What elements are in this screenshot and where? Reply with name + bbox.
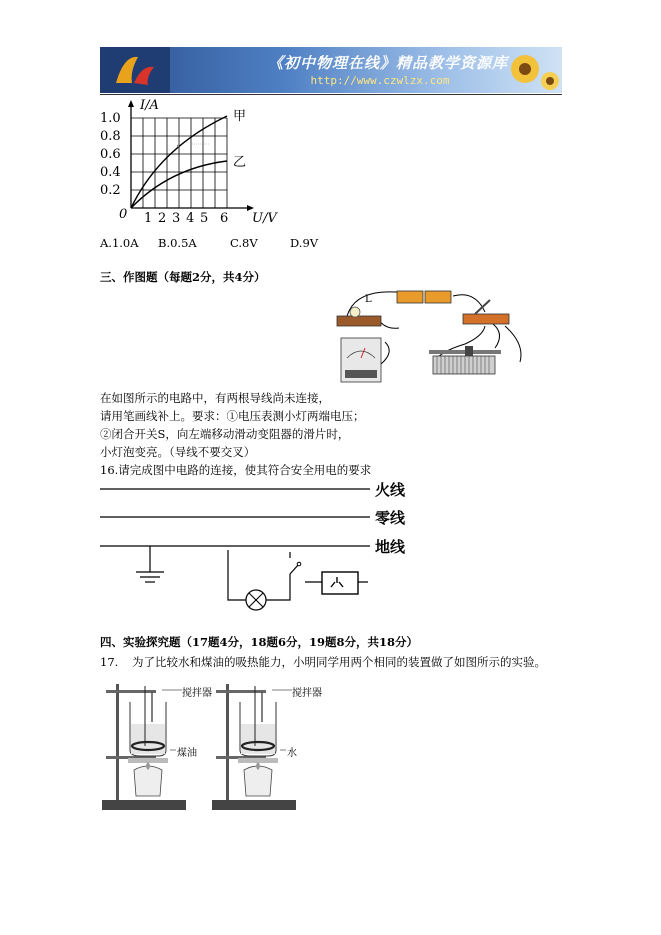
section3-line-1: 在如图所示的电路中，有两根导线尚未连接，	[100, 391, 330, 405]
header-divider	[100, 94, 562, 95]
section3-line-4: 小灯泡变亮。（导线不要交叉）	[100, 445, 256, 459]
stirrer-label-2: 搅拌器	[292, 688, 322, 699]
option-b: B.0.5A	[158, 236, 197, 250]
y-axis-label: I/A	[140, 98, 159, 113]
section3-line-2: 请用笔画线补上。要求：①电压表测小灯两端电压；	[100, 409, 365, 423]
ground-wire-label: 地线	[375, 538, 406, 556]
circuit-diagram	[325, 286, 530, 394]
banner-title: 《初中物理在线》精品教学资源库	[267, 54, 508, 72]
y-tick-2: 0.8	[100, 129, 121, 144]
question-17-number: 17.	[100, 655, 119, 669]
household-wiring-diagram	[100, 478, 430, 613]
battery-cell-1	[397, 291, 423, 303]
x-tick-1: 1	[144, 211, 153, 226]
x-tick-4: 4	[186, 211, 195, 226]
section3-line-3: ②闭合开关S，向左端移动滑动变阻器的滑片时，	[100, 427, 350, 441]
stirrer-label-1: 搅拌器	[182, 688, 212, 699]
battery-cell-2	[425, 291, 451, 303]
circuit-label-L: L	[365, 294, 372, 305]
rheostat-icon	[433, 356, 495, 374]
section3-heading: 三、作图题（每题2分，共4分）	[100, 270, 266, 284]
option-a: A.1.0A	[100, 236, 139, 250]
question-16: 16.请完成图中电路的连接，使其符合安全用电的要求	[100, 463, 372, 477]
alcohol-lamp-icon	[134, 766, 162, 796]
x-tick-2: 2	[158, 211, 167, 226]
stand-base	[102, 800, 186, 810]
live-wire-label: 火线	[375, 481, 406, 499]
option-c: C.8V	[230, 236, 258, 250]
header-banner	[100, 47, 562, 93]
kerosene-label: 煤油	[177, 748, 197, 759]
option-d: D.9V	[290, 236, 319, 250]
curve-b-label: 乙	[233, 155, 247, 170]
switch-base	[463, 314, 509, 324]
origin-label: 0	[119, 207, 128, 222]
x-tick-3: 3	[172, 211, 181, 226]
iu-graph	[100, 98, 300, 228]
y-tick-3: 0.6	[100, 147, 121, 162]
water-label: 水	[287, 748, 297, 759]
x-axis-label: U/V	[252, 211, 277, 226]
x-tick-5: 5	[200, 211, 209, 226]
lamp-base	[337, 316, 381, 326]
curve-a-label: 甲	[233, 109, 247, 124]
section4-heading: 四、实验探究题（17题4分，18题6分，19题8分，共18分）	[100, 635, 419, 649]
banner-url: http://www.czwlzx.com	[310, 74, 450, 87]
question-17-text: 为了比较水和煤油的吸热能力，小明同学用两个相同的装置做了如图所示的实验。	[132, 655, 546, 669]
earth-symbol-icon	[136, 546, 164, 582]
x-tick-6: 6	[220, 211, 229, 226]
neutral-wire-label: 零线	[375, 509, 406, 527]
stand-rod	[116, 684, 119, 800]
lamp-bulb-icon	[350, 307, 360, 317]
stand-base	[212, 800, 296, 810]
alcohol-lamp-icon	[244, 766, 272, 796]
switch-lever-icon	[475, 300, 490, 314]
y-tick-5: 0.2	[100, 183, 121, 198]
stand-rod	[226, 684, 229, 800]
y-tick-1: 1.0	[100, 111, 121, 126]
y-tick-4: 0.4	[100, 165, 121, 180]
